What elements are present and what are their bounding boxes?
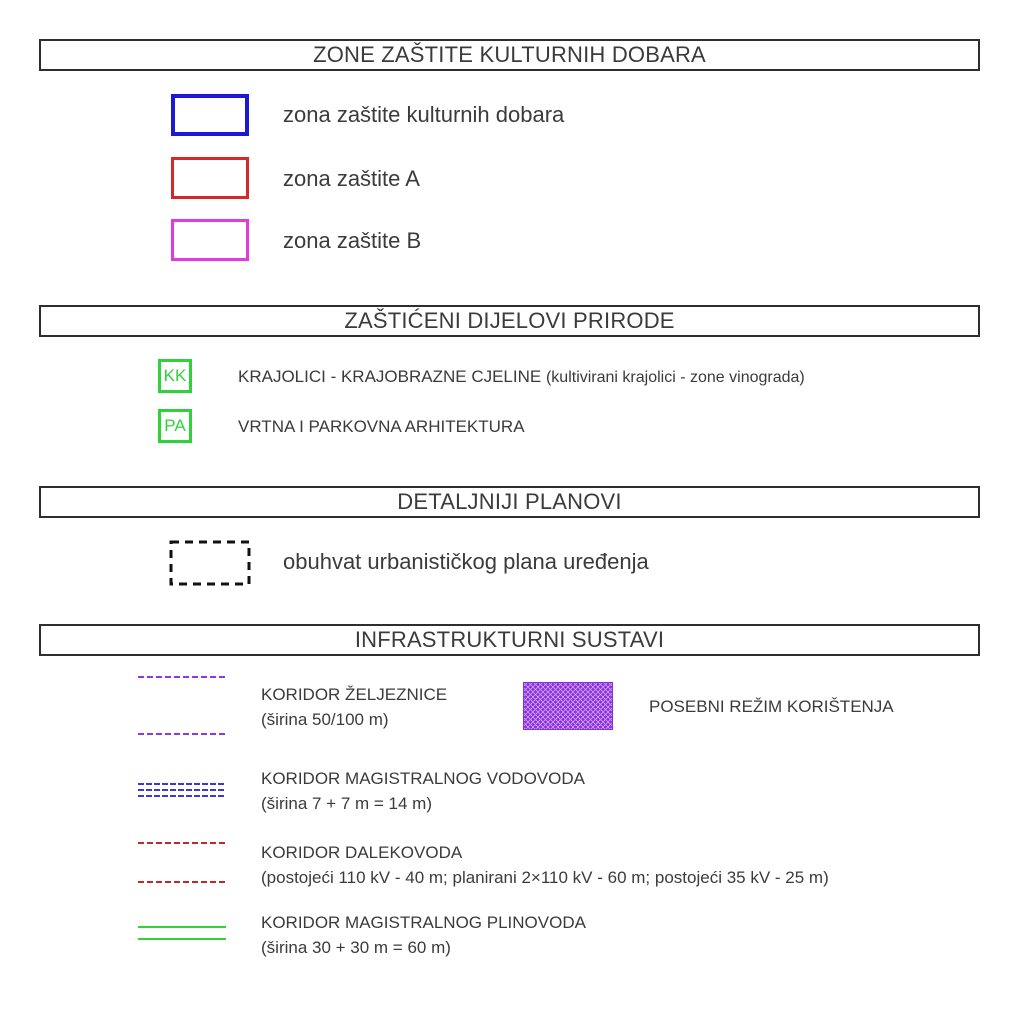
- pa-code: PA: [164, 416, 186, 435]
- power-line-corridor-symbol: [136, 838, 228, 888]
- section-header-plans: DETALJNIJI PLANOVI: [39, 486, 980, 518]
- landscape-label: [238, 367, 805, 387]
- power-line-corridor-title: KORIDOR DALEKOVODA: [261, 843, 463, 862]
- zone-a-label: zona zaštite A: [283, 166, 420, 191]
- landscape-note: (kultivirani krajolici - zone vinograda): [545, 369, 805, 386]
- kk-code: KK: [163, 366, 187, 385]
- gas-pipeline-corridor-label: [261, 910, 586, 960]
- special-regime-label: POSEBNI REŽIM KORIŠTENJA: [649, 697, 894, 716]
- water-main-corridor-symbol: [136, 780, 228, 800]
- zone-a-swatch: [171, 157, 249, 199]
- railway-corridor-label: [261, 682, 447, 732]
- gas-pipeline-corridor-symbol: [136, 922, 228, 946]
- landscape-title: KRAJOLICI - KRAJOBRAZNE CJELINE: [238, 367, 542, 386]
- section-header-nature: ZAŠTIĆENI DIJELOVI PRIRODE: [39, 305, 980, 337]
- railway-corridor-symbol: [136, 672, 228, 742]
- section-header-cultural: ZONE ZAŠTITE KULTURNIH DOBARA: [39, 39, 980, 71]
- railway-corridor-detail: (širina 50/100 m): [261, 710, 389, 729]
- kk-code-box: [158, 359, 192, 393]
- park-architecture-label: VRTNA I PARKOVNA ARHITEKTURA: [238, 417, 525, 436]
- gas-pipeline-corridor-detail: (širina 30 + 30 m = 60 m): [261, 938, 451, 957]
- section-header-infrastructure: INFRASTRUKTURNI SUSTAVI: [39, 624, 980, 656]
- water-main-corridor-title: KORIDOR MAGISTRALNOG VODOVODA: [261, 769, 585, 788]
- pa-code-box: [158, 409, 192, 443]
- zone-b-label: zona zaštite B: [283, 228, 422, 253]
- power-line-corridor-label: [261, 840, 829, 890]
- zone-cultural-label: zona zaštite kulturnih dobara: [283, 102, 565, 127]
- water-main-corridor-label: [261, 766, 585, 816]
- water-main-corridor-detail: (širina 7 + 7 m = 14 m): [261, 794, 433, 813]
- railway-corridor-title: KORIDOR ŽELJEZNICE: [261, 685, 448, 704]
- power-line-corridor-detail: (postojeći 110 kV - 40 m; planirani 2×110 kV - 60 m; postojeći 35 kV - 25 m): [261, 868, 829, 887]
- zone-cultural-swatch: [171, 94, 249, 136]
- urban-plan-label: obuhvat urbanističkog plana uređenja: [283, 549, 649, 574]
- gas-pipeline-corridor-title: KORIDOR MAGISTRALNOG PLINOVODA: [261, 913, 586, 932]
- zone-b-swatch: [171, 219, 249, 261]
- urban-plan-swatch: [169, 540, 251, 586]
- special-regime-swatch: [523, 682, 613, 730]
